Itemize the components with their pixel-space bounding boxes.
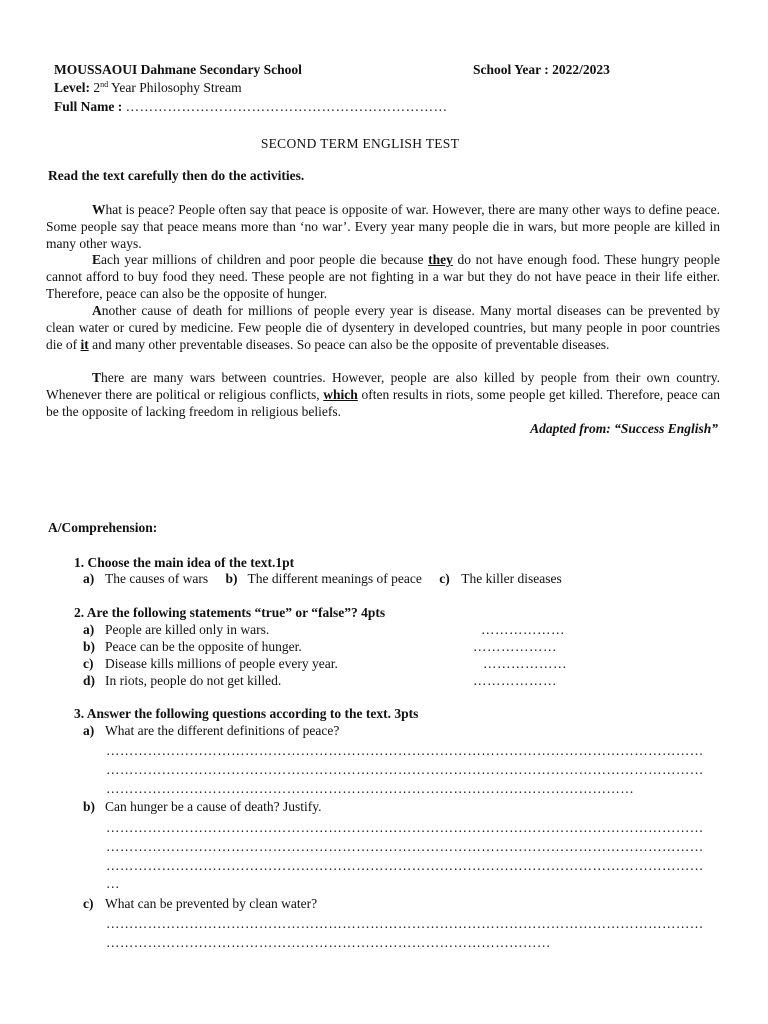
q3-c-answer-line[interactable]: …………………………………………………………………………………… — [106, 935, 551, 950]
q3-b-answer-line[interactable]: ………………………………………………………………………………………………………………… — [106, 839, 704, 854]
full-name-label: Full Name : — [54, 99, 123, 114]
q2-answer-field[interactable]: ……………… — [473, 673, 557, 688]
test-title: SECOND TERM ENGLISH TEST — [260, 136, 460, 151]
q1-a-label: a) — [83, 571, 95, 586]
q3-question-b: b) Can hunger be a cause of death? Justify. — [83, 799, 322, 814]
school-name: MOUSSAOUI Dahmane Secondary School — [54, 62, 302, 77]
full-name-line — [54, 99, 448, 115]
level-suffix: nd — [100, 80, 109, 89]
q2-item: c) Disease kills millions of people every year. — [83, 656, 338, 671]
school-year: School Year : 2022/2023 — [473, 62, 610, 77]
q2-answer-field[interactable]: ……………… — [473, 639, 557, 654]
q1-option-a[interactable]: The causes of wars — [105, 571, 209, 586]
section-comprehension: A/Comprehension: — [48, 520, 158, 535]
paragraph-1: What is peace? People often say that peace is opposite of war. However, there are many other ways to define peace. Some people say that peace means more than ‘no war’. Every year many people die in wars, but more people are killed in many other ways. — [46, 202, 720, 251]
q2-item: a) People are killed only in wars. — [83, 622, 270, 637]
q3-b-answer-line[interactable]: … — [106, 876, 120, 891]
q1-title: 1. Choose the main idea of the text.1pt — [74, 555, 295, 570]
q3-c-answer-line[interactable]: ………………………………………………………………………………………………………………… — [106, 916, 704, 931]
q3-a-answer-line[interactable]: ………………………………………………………………………………………………………………… — [106, 743, 704, 758]
q1-option-c[interactable]: The killer diseases — [461, 571, 562, 586]
q1-options — [83, 571, 562, 587]
level-line — [54, 80, 242, 96]
q2-item: d) In riots, people do not get killed. — [83, 673, 282, 688]
paragraph-2: Each year millions of children and poor people die because they do not have enough food. These hungry people cannot afford to buy food they need. These people are not fighting in a war but they do not have peace in their life either. Therefore, peace can also be the opposite of hunger. — [46, 252, 720, 301]
q3-question-c: c) What can be prevented by clean water? — [83, 896, 318, 911]
q3-b-answer-line[interactable]: ………………………………………………………………………………………………………………… — [106, 820, 704, 835]
q2-answer-field[interactable]: ……………… — [483, 656, 567, 671]
q1-c-label: c) — [439, 571, 450, 586]
q3-title: 3. Answer the following questions according to the text. 3pts — [74, 706, 419, 721]
paragraph-3: Another cause of death for millions of people every year is disease. Many mortal diseases can be prevented by clean water or cured by medicine. Few people die of dysentery in developed countries, but many people in poor countries die of it and many other preventable diseases. So peace can also be the opposite of preventable diseases. — [46, 303, 720, 352]
q3-b-answer-line[interactable]: ………………………………………………………………………………………………………………… — [106, 858, 704, 873]
level-stream: Year Philosophy Stream — [108, 80, 242, 95]
q3-a-answer-line[interactable]: ………………………………………………………………………………………………………………… — [106, 762, 704, 777]
q3-a-answer-line[interactable]: …………………………………………………………………………………………………… — [106, 781, 635, 796]
q2-item: b) Peace can be the opposite of hunger. — [83, 639, 302, 654]
level-label: Level: — [54, 80, 90, 95]
level-number: 2 — [93, 80, 101, 95]
full-name-field[interactable]: …………………………………………………………… — [125, 99, 448, 114]
instruction: Read the text carefully then do the activities. — [48, 168, 305, 183]
q1-option-b[interactable]: The different meanings of peace — [247, 571, 422, 586]
q1-b-label: b) — [225, 571, 238, 586]
text-source: Adapted from: “Success English” — [530, 421, 718, 436]
paragraph-4: There are many wars between countries. However, people are also killed by people from their own country. Whenever there are political or religious conflicts, which often results in riots, some people get killed. Therefore, peace can be the opposite of lacking freedom in religious beliefs. — [46, 370, 720, 419]
q3-question-a: a) What are the different definitions of peace? — [83, 723, 340, 738]
q2-title: 2. Are the following statements “true” or “false”? 4pts — [74, 605, 386, 620]
q2-answer-field[interactable]: ……………… — [481, 622, 565, 637]
